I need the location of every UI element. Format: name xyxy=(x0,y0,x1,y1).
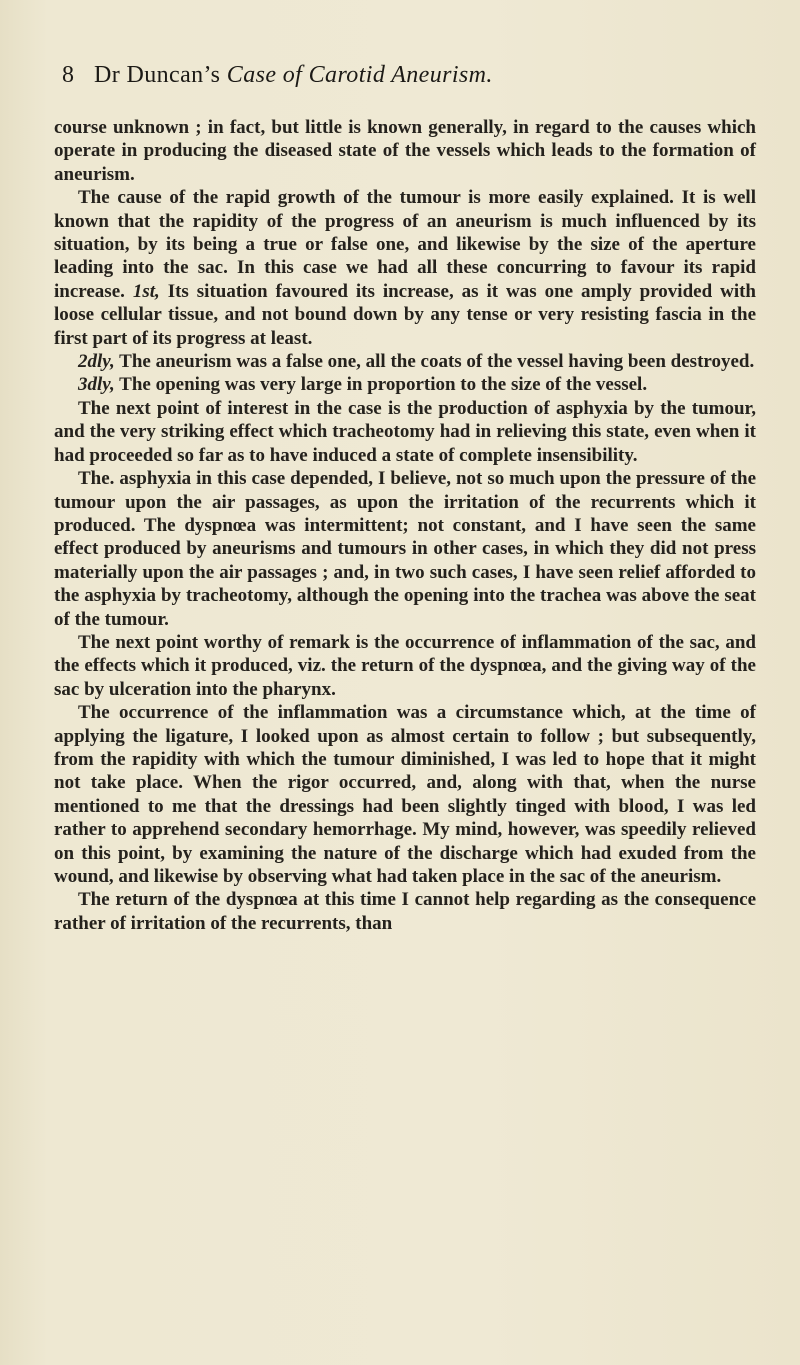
paragraph-text: The opening was very large in proportion to the size of the vessel. xyxy=(114,374,648,396)
paragraph xyxy=(54,701,756,888)
paragraph-text: The cause of the rapid growth of the tumour is more easily explained. It is well known that the rapidity of the progress of an aneurism is much influenced by its situation, by its being a true or false one, and likewise by the size of the aperture leading into the sac. In this case we had all these concurring to favour its rapid increase. xyxy=(54,187,756,302)
article-body xyxy=(54,116,756,935)
running-title-author: Dr Duncan’s xyxy=(94,62,227,88)
running-title xyxy=(94,62,493,89)
paragraph-text: The next point of interest in the case is the production of asphyxia by the tumour, and the very striking effect which tracheotomy had in relieving this state, even when it had proceeded so far as to have induced a state of complete insensibility. xyxy=(54,397,756,466)
paragraph xyxy=(54,467,756,631)
paragraph xyxy=(54,186,756,350)
paragraph-text: course unknown ; in fact, but little is known generally, in regard to the causes which operate in producing the diseased state of the vessels which leads to the formation of aneurism. xyxy=(54,117,756,185)
paragraph-enumerator: 1st, xyxy=(132,280,160,302)
paragraph xyxy=(54,350,756,373)
paragraph-text: The. asphyxia in this case depended, I believe, not so much upon the pressure of the tumour upon the air passages, as upon the irritation of the recurrents which it produced. The dyspnœa was intermittent; not constant, and I have seen the same effect produced by aneurisms and tumours in other cases, in which they did not press materially upon the air passages ; and, in two such cases, I have seen relief afforded to the asphyxia by tracheotomy, although the opening into the trachea was above the seat of the tumour. xyxy=(54,468,756,630)
paragraph-text: The next point worthy of remark is the occurrence of inflammation of the sac, and the effects which it produced, viz. the return of the dyspnœa, and the giving way of the sac by ulceration into the pharynx. xyxy=(54,631,756,700)
paragraph xyxy=(54,397,756,467)
paragraph xyxy=(54,116,756,186)
paragraph-text: The return of the dyspnœa at this time I cannot help regarding as the consequence rather of irritation of the recurrents, than xyxy=(54,889,756,934)
paragraph-enumerator: 2dly, xyxy=(78,351,115,373)
paragraph xyxy=(54,373,756,396)
running-header xyxy=(0,62,800,102)
paragraph-text: The aneurism was a false one, all the coats of the vessel having been destroyed. xyxy=(114,351,755,373)
paragraph-enumerator: 3dly, xyxy=(78,374,115,396)
page-number: 8 xyxy=(62,62,74,88)
paragraph xyxy=(54,631,756,701)
running-title-case: Case of Carotid Aneurism. xyxy=(226,62,493,88)
paragraph-text: The occurrence of the inflammation was a circumstance which, at the time of applying the ligature, I looked upon as almost certain to follow ; but subsequently, from the rapidity with which the tumour diminished, I was led to hope that it might not take place. When the rigor occurred, and, along with that, when the nurse mentioned to me that the dressings had been slightly tinged with blood, I was led rather to apprehend secondary hemorrhage. My mind, however, was speedily relieved on this point, by examining the nature of the discharge which had exuded from the wound, and likewise by observing what had taken place in the sac of the aneurism. xyxy=(54,702,756,887)
paragraph-text: Its situation favoured its increase, as it was one amply provided with loose cellular tissue, and not bound down by any tense or very resisting fascia in the first part of its progress at least. xyxy=(54,280,756,349)
paragraph xyxy=(54,888,756,935)
